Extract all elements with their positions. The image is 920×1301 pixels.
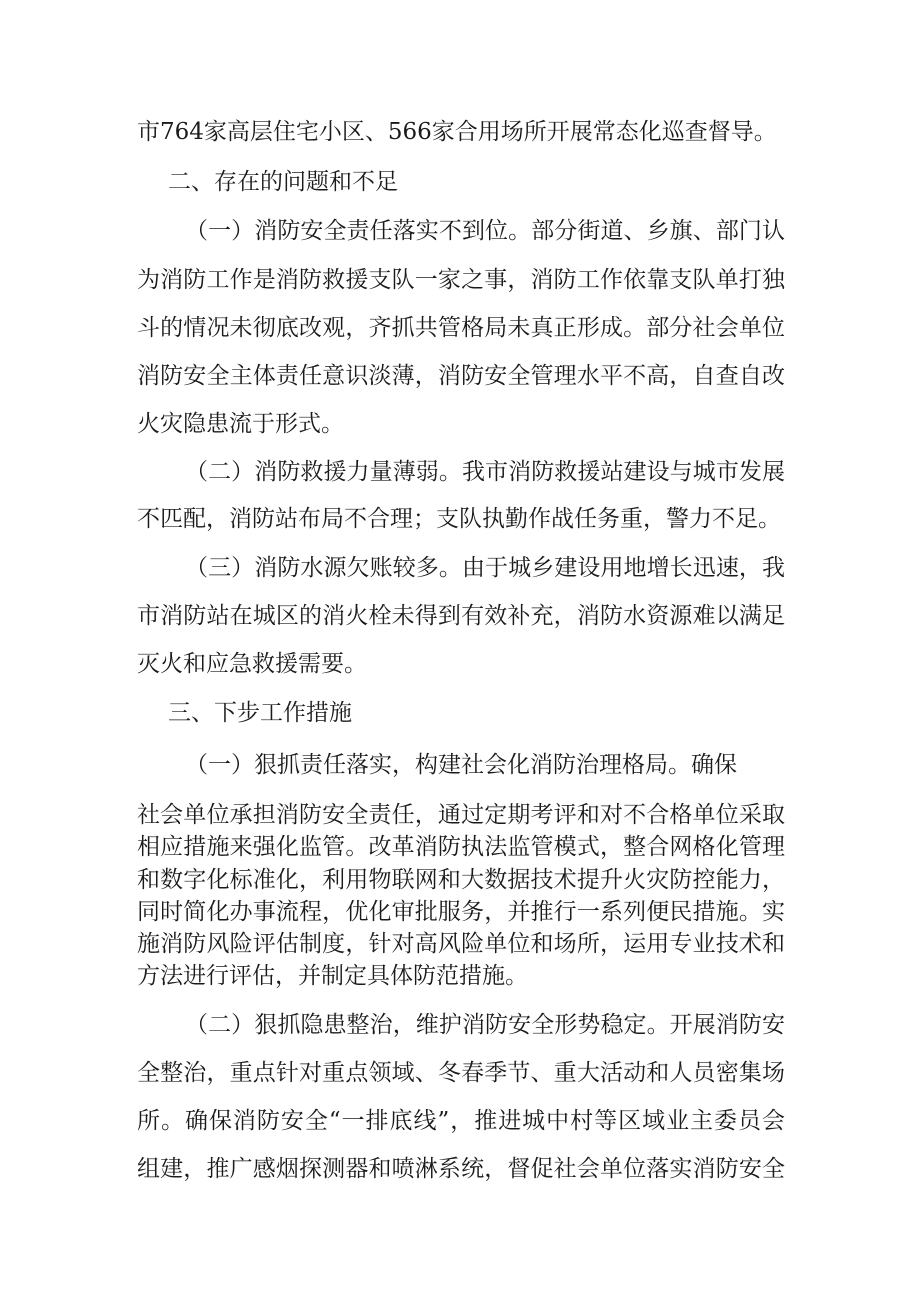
text-line: 消防安全主体责任意识淡薄，消防安全管理水平不高，自查自改 xyxy=(137,363,785,389)
text-line: 全整治，重点针对重点领域、冬春季节、重大活动和人员密集场 xyxy=(137,1060,785,1086)
text-line: 施消防风险评估制度，针对高风险单位和场所，运用专业技术和 xyxy=(137,931,785,957)
text-line: （一）消防安全责任落实不到位。部分街道、乡旗、部门认 xyxy=(185,218,785,244)
text-line: 市764家高层住宅小区、566家合用场所开展常态化巡查督导。 xyxy=(137,119,777,145)
text-line: 所。确保消防安全“一排底线”，推进城中村等区域业主委员会 xyxy=(137,1108,785,1134)
text-line: 斗的情况未彻底改观，齐抓共管格局未真正形成。部分社会单位 xyxy=(137,315,785,341)
section-heading: 三、下步工作措施 xyxy=(168,700,352,726)
text-line: 组建，推广感烟探测器和喷淋系统，督促社会单位落实消防安全 xyxy=(137,1156,785,1182)
text-line: 同时简化办事流程，优化审批服务，并推行一系列便民措施。实 xyxy=(137,899,785,925)
text-line: 和数字化标准化，利用物联网和大数据技术提升火灾防控能力， xyxy=(137,867,785,893)
text-line: 方法进行评估，并制定具体防范措施。 xyxy=(137,963,528,989)
text-line: 市消防站在城区的消火栓未得到有效补充，消防水资源难以满足 xyxy=(137,603,785,629)
text-line: 社会单位承担消防安全责任，通过定期考评和对不合格单位采取 xyxy=(137,802,785,828)
section-heading: 二、存在的问题和不足 xyxy=(168,169,398,195)
text-line: 为消防工作是消防救援支队一家之事，消防工作依靠支队单打独 xyxy=(137,267,785,293)
text-line: （二）消防救援力量薄弱。我市消防救援站建设与城市发展 xyxy=(185,459,785,485)
text-line: （三）消防水源欠账较多。由于城乡建设用地增长迅速，我 xyxy=(185,555,785,581)
text-line: 不匹配，消防站布局不合理；支队执勤作战任务重，警力不足。 xyxy=(137,506,781,532)
text-line: 灭火和应急救援需要。 xyxy=(137,651,367,677)
text-line: （二）狠抓隐患整治，维护消防安全形势稳定。开展消防安 xyxy=(185,1012,785,1038)
text-line: 火灾隐患流于形式。 xyxy=(137,411,344,437)
text-line: （一）狠抓责任落实，构建社会化消防治理格局。确保 xyxy=(185,752,737,778)
text-line: 相应措施来强化监管。改革消防执法监管模式，整合网格化管理 xyxy=(137,834,785,860)
